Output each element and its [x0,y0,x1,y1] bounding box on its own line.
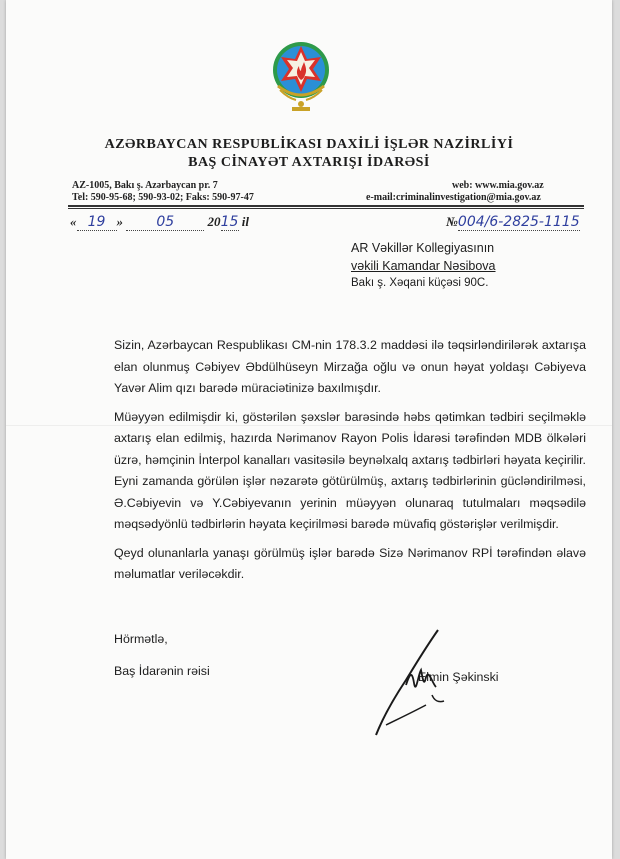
phone-text: Tel: 590-95-68; 590-93-02; Faks: 590-97-47 [72,192,254,203]
recipient-line-1: AR Vəkillər Kollegiyasının [351,241,495,255]
ministry-title: AZƏRBAYCAN RESPUBLİKASI DAXİLİ İŞLƏR NAZİRLİYİ [104,137,514,152]
address-text: AZ-1005, Bakı ş. Azərbaycan pr. 7 [72,180,218,191]
date-day: 19 [77,214,117,231]
signatory-position: Baş İdarənin rəisi [114,664,210,678]
header-rule-thick [68,205,584,207]
signatory-name: Elmin Şəkinski [418,670,499,684]
state-emblem-icon [268,40,334,116]
body-paragraph-1: Sizin, Azərbaycan Respublikası CM-nin 178.3.2 maddəsi ilə təqsirləndirilərək axtarışa elan olunmuş Cəbiyev Əbdülhüseyn Mirzağa oğlu və onun həyat yoldaşı Cəbiyeva Yavər Alim qızı barədə müraciətinizə baxılmışdır. [114,338,586,395]
date-year-prefix: 20 [207,214,221,229]
department-title: BAŞ CİNAYƏT AXTARIŞI İDARƏSİ [188,155,430,170]
date-suffix: il [241,214,249,229]
recipient-line-2: vəkili Kamandar Nəsibova [351,259,496,273]
handwritten-signature-icon [366,625,456,740]
body-paragraph-3: Qeyd olunanlarla yanaşı görülmüş işlər barədə Sizə Nərimanov RPİ tərəfindən əlavə məlumatlar veriləcəkdir. [114,545,586,581]
letter-page [6,0,612,859]
date-year-suffix: 15 [220,214,239,230]
email-text: e-mail:criminalinvestigation@mia.gov.az [366,192,541,203]
date-month: 05 [126,214,204,231]
closing-salutation: Hörmətlə, [114,632,168,646]
web-text: web: www.mia.gov.az [452,180,544,191]
reference-line [446,214,580,231]
header-rule-thin [68,208,584,209]
letter-body [114,335,586,593]
reference-number: 004/6-2825-1115 [457,214,580,230]
recipient-line-3: Bakı ş. Xəqani küçəsi 90C. [351,277,489,289]
date-line: « 19 » 05 2015 il [70,214,249,230]
reference-label: № [446,214,458,229]
body-paragraph-2: Müəyyən edilmişdir ki, göstərilən şəxslər barəsində həbs qətimkan tədbiri seçilməklə axtarış elan edilmiş, hazırda Nərimanov Rayon Polis İdarəsi tərəfindən MDB ölkələri üzrə, həmçinin İnterpol kanalları vasitəsilə beynəlxalq axtarış tədbirləri həyata keçirilir. Eyni zamanda görülən işlər nəzarətə götürülmüş, axtarış tədbirlərinin gücləndirilməsi, Ə.Cəbiyevin və Y.Cəbiyevanın yerinin müəyyən olunaraq tutulmaları məqsədilə məqsədyönlü tədbirlərin həyata keçirilməsi barədə müvafiq göstərişlər verilmişdir. [114,409,586,531]
